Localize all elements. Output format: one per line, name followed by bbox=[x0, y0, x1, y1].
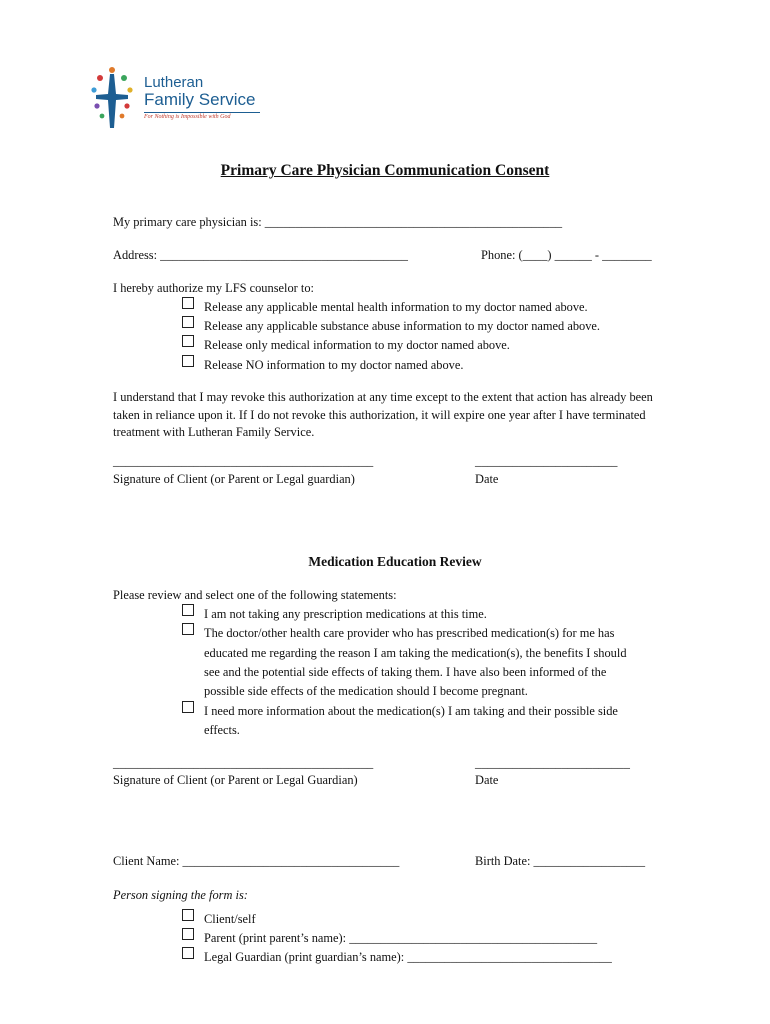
educated-by-provider-line2: educated me regarding the reason I am taking the medication(s), the benefits I should bbox=[204, 646, 627, 660]
not-taking-meds-label: I am not taking any prescription medications at this time. bbox=[204, 607, 487, 621]
date1-line[interactable]: _______________________ bbox=[475, 454, 618, 468]
client-name-field[interactable]: Client Name: ___________________________________ bbox=[113, 854, 400, 868]
logo-line1: Lutheran bbox=[144, 74, 204, 91]
lfs-logo bbox=[88, 64, 268, 130]
educated-by-provider-checkbox[interactable] bbox=[182, 623, 194, 635]
signer-parent-checkbox[interactable] bbox=[182, 928, 194, 940]
release-substance-abuse-checkbox[interactable] bbox=[182, 316, 194, 328]
educated-by-provider-line3: see and the potential side effects of taking them. I have also been informed of the bbox=[204, 665, 607, 679]
physician-field[interactable]: My primary care physician is: ________________________________________________ bbox=[113, 215, 563, 229]
date1-label: Date bbox=[475, 472, 499, 486]
signer-guardian-checkbox[interactable] bbox=[182, 947, 194, 959]
signature2-label: Signature of Client (or Parent or Legal Guardian) bbox=[113, 773, 358, 787]
signer-parent-label[interactable]: Parent (print parent’s name): ________________________________________ bbox=[204, 931, 598, 945]
educated-by-provider-line4: possible side effects of the medication should I become pregnant. bbox=[204, 684, 528, 698]
logo-line2: Family Service bbox=[144, 90, 256, 109]
signature1-line[interactable]: __________________________________________ bbox=[113, 454, 374, 468]
cross-people-icon bbox=[88, 64, 136, 130]
signer-client-self-label: Client/self bbox=[204, 912, 256, 926]
logo-tagline: For Nothing is Impossible with God bbox=[144, 114, 231, 120]
medication-title: Medication Education Review bbox=[308, 554, 482, 569]
release-medical-only-label: Release only medical information to my doctor named above. bbox=[204, 338, 510, 352]
release-mental-health-label: Release any applicable mental health information to my doctor named above. bbox=[204, 300, 588, 314]
date2-label: Date bbox=[475, 773, 499, 787]
address-field[interactable]: Address: ________________________________________ bbox=[113, 248, 408, 262]
not-taking-meds-checkbox[interactable] bbox=[182, 604, 194, 616]
signature2-line[interactable]: __________________________________________ bbox=[113, 756, 374, 770]
signer-client-self-checkbox[interactable] bbox=[182, 909, 194, 921]
release-mental-health-checkbox[interactable] bbox=[182, 297, 194, 309]
page-title: Primary Care Physician Communication Consent bbox=[220, 162, 550, 179]
phone-field[interactable]: Phone: (____) ______ - ________ bbox=[481, 248, 652, 262]
logo-tagline-rule bbox=[144, 112, 260, 113]
need-more-info-checkbox[interactable] bbox=[182, 701, 194, 713]
release-substance-abuse-label: Release any applicable substance abuse information to my doctor named above. bbox=[204, 319, 601, 333]
release-medical-only-checkbox[interactable] bbox=[182, 335, 194, 347]
signer-guardian-label[interactable]: Legal Guardian (print guardian’s name): _________________________________ bbox=[204, 950, 612, 964]
date2-line[interactable]: _________________________ bbox=[475, 756, 630, 770]
authorize-intro: I hereby authorize my LFS counselor to: bbox=[113, 281, 314, 295]
release-none-checkbox[interactable] bbox=[182, 355, 194, 367]
release-none-label: Release NO information to my doctor named above. bbox=[204, 358, 464, 372]
signature1-label: Signature of Client (or Parent or Legal guardian) bbox=[113, 472, 355, 486]
birth-date-field[interactable]: Birth Date: __________________ bbox=[475, 854, 646, 868]
revoke-paragraph: I understand that I may revoke this authorization at any time except to the extent that action has already been taken in reliance upon it. If I do not revoke this authorization, it will expire one year after I have terminated treatment with Lutheran Family Service. bbox=[113, 390, 653, 439]
signer-heading: Person signing the form is: bbox=[113, 888, 248, 902]
educated-by-provider-line1: The doctor/other health care provider who has prescribed medication(s) for me has bbox=[204, 626, 615, 640]
need-more-info-line2: effects. bbox=[204, 723, 240, 737]
need-more-info-line1: I need more information about the medication(s) I am taking and their possible side bbox=[204, 704, 618, 718]
medication-intro: Please review and select one of the following statements: bbox=[113, 588, 397, 602]
